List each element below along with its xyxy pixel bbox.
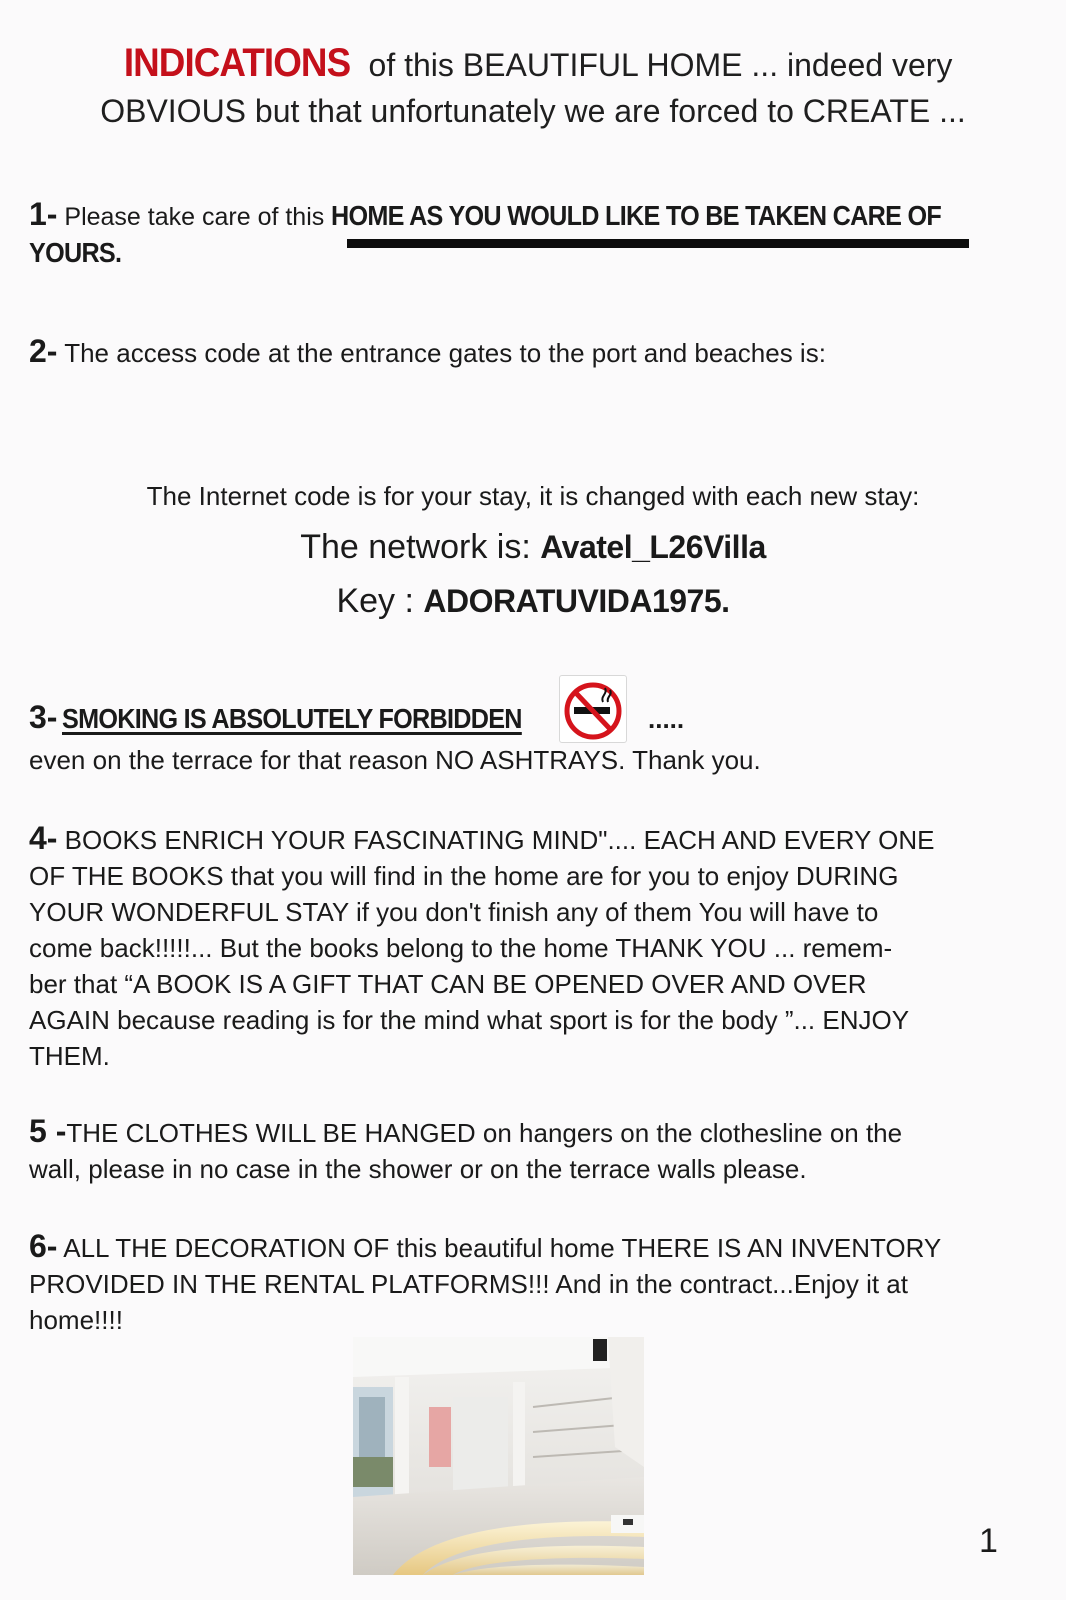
item-5 <box>29 1113 1039 1187</box>
interior-photo <box>353 1337 644 1575</box>
title-line-1 <box>0 40 1066 88</box>
item-4 <box>29 820 1039 1074</box>
item-6-number: 6- <box>29 1228 58 1264</box>
page-number: 1 <box>979 1522 998 1560</box>
item-1-text: Please take care of this <box>57 203 332 231</box>
item-1-underline-rule <box>347 239 969 248</box>
item-6-line: 6- ALL THE DECORATION OF this beautiful home THERE IS AN INVENTORY <box>29 1228 942 1264</box>
item-4-line: ber that “A BOOK IS A GIFT THAT CAN BE OPENED OVER AND OVER <box>29 969 867 999</box>
item-5-number: 5 - <box>29 1113 67 1149</box>
item-6-line: PROVIDED IN THE RENTAL PLATFORMS!!! And in the contract...Enjoy it at <box>29 1269 908 1299</box>
item-2-text: The access code at the entrance gates to the port and beaches is: <box>57 338 826 368</box>
item-1-number: 1- <box>29 196 58 232</box>
item-3-emphasis: SMOKING IS ABSOLUTELY FORBIDDEN <box>61 703 522 734</box>
item-2-number: 2- <box>29 333 58 369</box>
item-5-line: wall, please in no case in the shower or on the terrace walls please. <box>29 1154 807 1184</box>
title-highlight: INDICATIONS <box>123 41 350 85</box>
network-value: Avatel_L26Villa <box>540 529 766 565</box>
network-label: The network is: <box>300 528 541 566</box>
item-3 <box>29 699 1039 736</box>
item-4-line: OF THE BOOKS that you will find in the home are for you to enjoy DURING <box>29 861 899 891</box>
item-1 <box>29 196 1039 235</box>
item-3-dots: ..... <box>648 704 685 734</box>
network-line <box>0 524 1066 570</box>
item-1-emphasis-2: YOURS. <box>29 237 122 268</box>
no-smoking-icon <box>559 675 627 743</box>
title-line-1-rest: of this BEAUTIFUL HOME ... indeed very <box>359 47 953 83</box>
item-3-number: 3- <box>29 699 58 735</box>
item-3-line-2: even on the terrace for that reason NO ASHTRAYS. Thank you. <box>29 745 761 775</box>
item-4-line: come back!!!!!... But the books belong to the home THANK YOU ... remem- <box>29 933 893 963</box>
item-1-emphasis: HOME AS YOU WOULD LIKE TO BE TAKEN CARE OF <box>331 200 942 231</box>
item-2 <box>29 333 1039 371</box>
title-line-2: OBVIOUS but that unfortunately we are forced to CREATE ... <box>100 93 966 129</box>
key-label: Key : <box>336 582 424 620</box>
key-value: ADORATUVIDA1975. <box>423 583 730 619</box>
item-6 <box>29 1228 1039 1338</box>
item-4-number: 4- <box>29 820 58 856</box>
item-4-line: THEM. <box>29 1041 110 1071</box>
item-4-line: AGAIN because reading is for the mind what sport is for the body ”... ENJOY <box>29 1005 910 1035</box>
page-title <box>0 40 1066 134</box>
item-6-line: home!!!! <box>29 1305 123 1335</box>
item-5-line: 5 -THE CLOTHES WILL BE HANGED on hangers on the clothesline on the <box>29 1113 903 1149</box>
item-4-line: YOUR WONDERFUL STAY if you don't finish any of them You will have to <box>29 897 879 927</box>
item-4-line: 4- BOOKS ENRICH YOUR FASCINATING MIND".... EACH AND EVERY ONE <box>29 820 935 856</box>
key-line <box>0 578 1066 624</box>
internet-intro: The Internet code is for your stay, it is changed with each new stay: <box>146 481 920 511</box>
